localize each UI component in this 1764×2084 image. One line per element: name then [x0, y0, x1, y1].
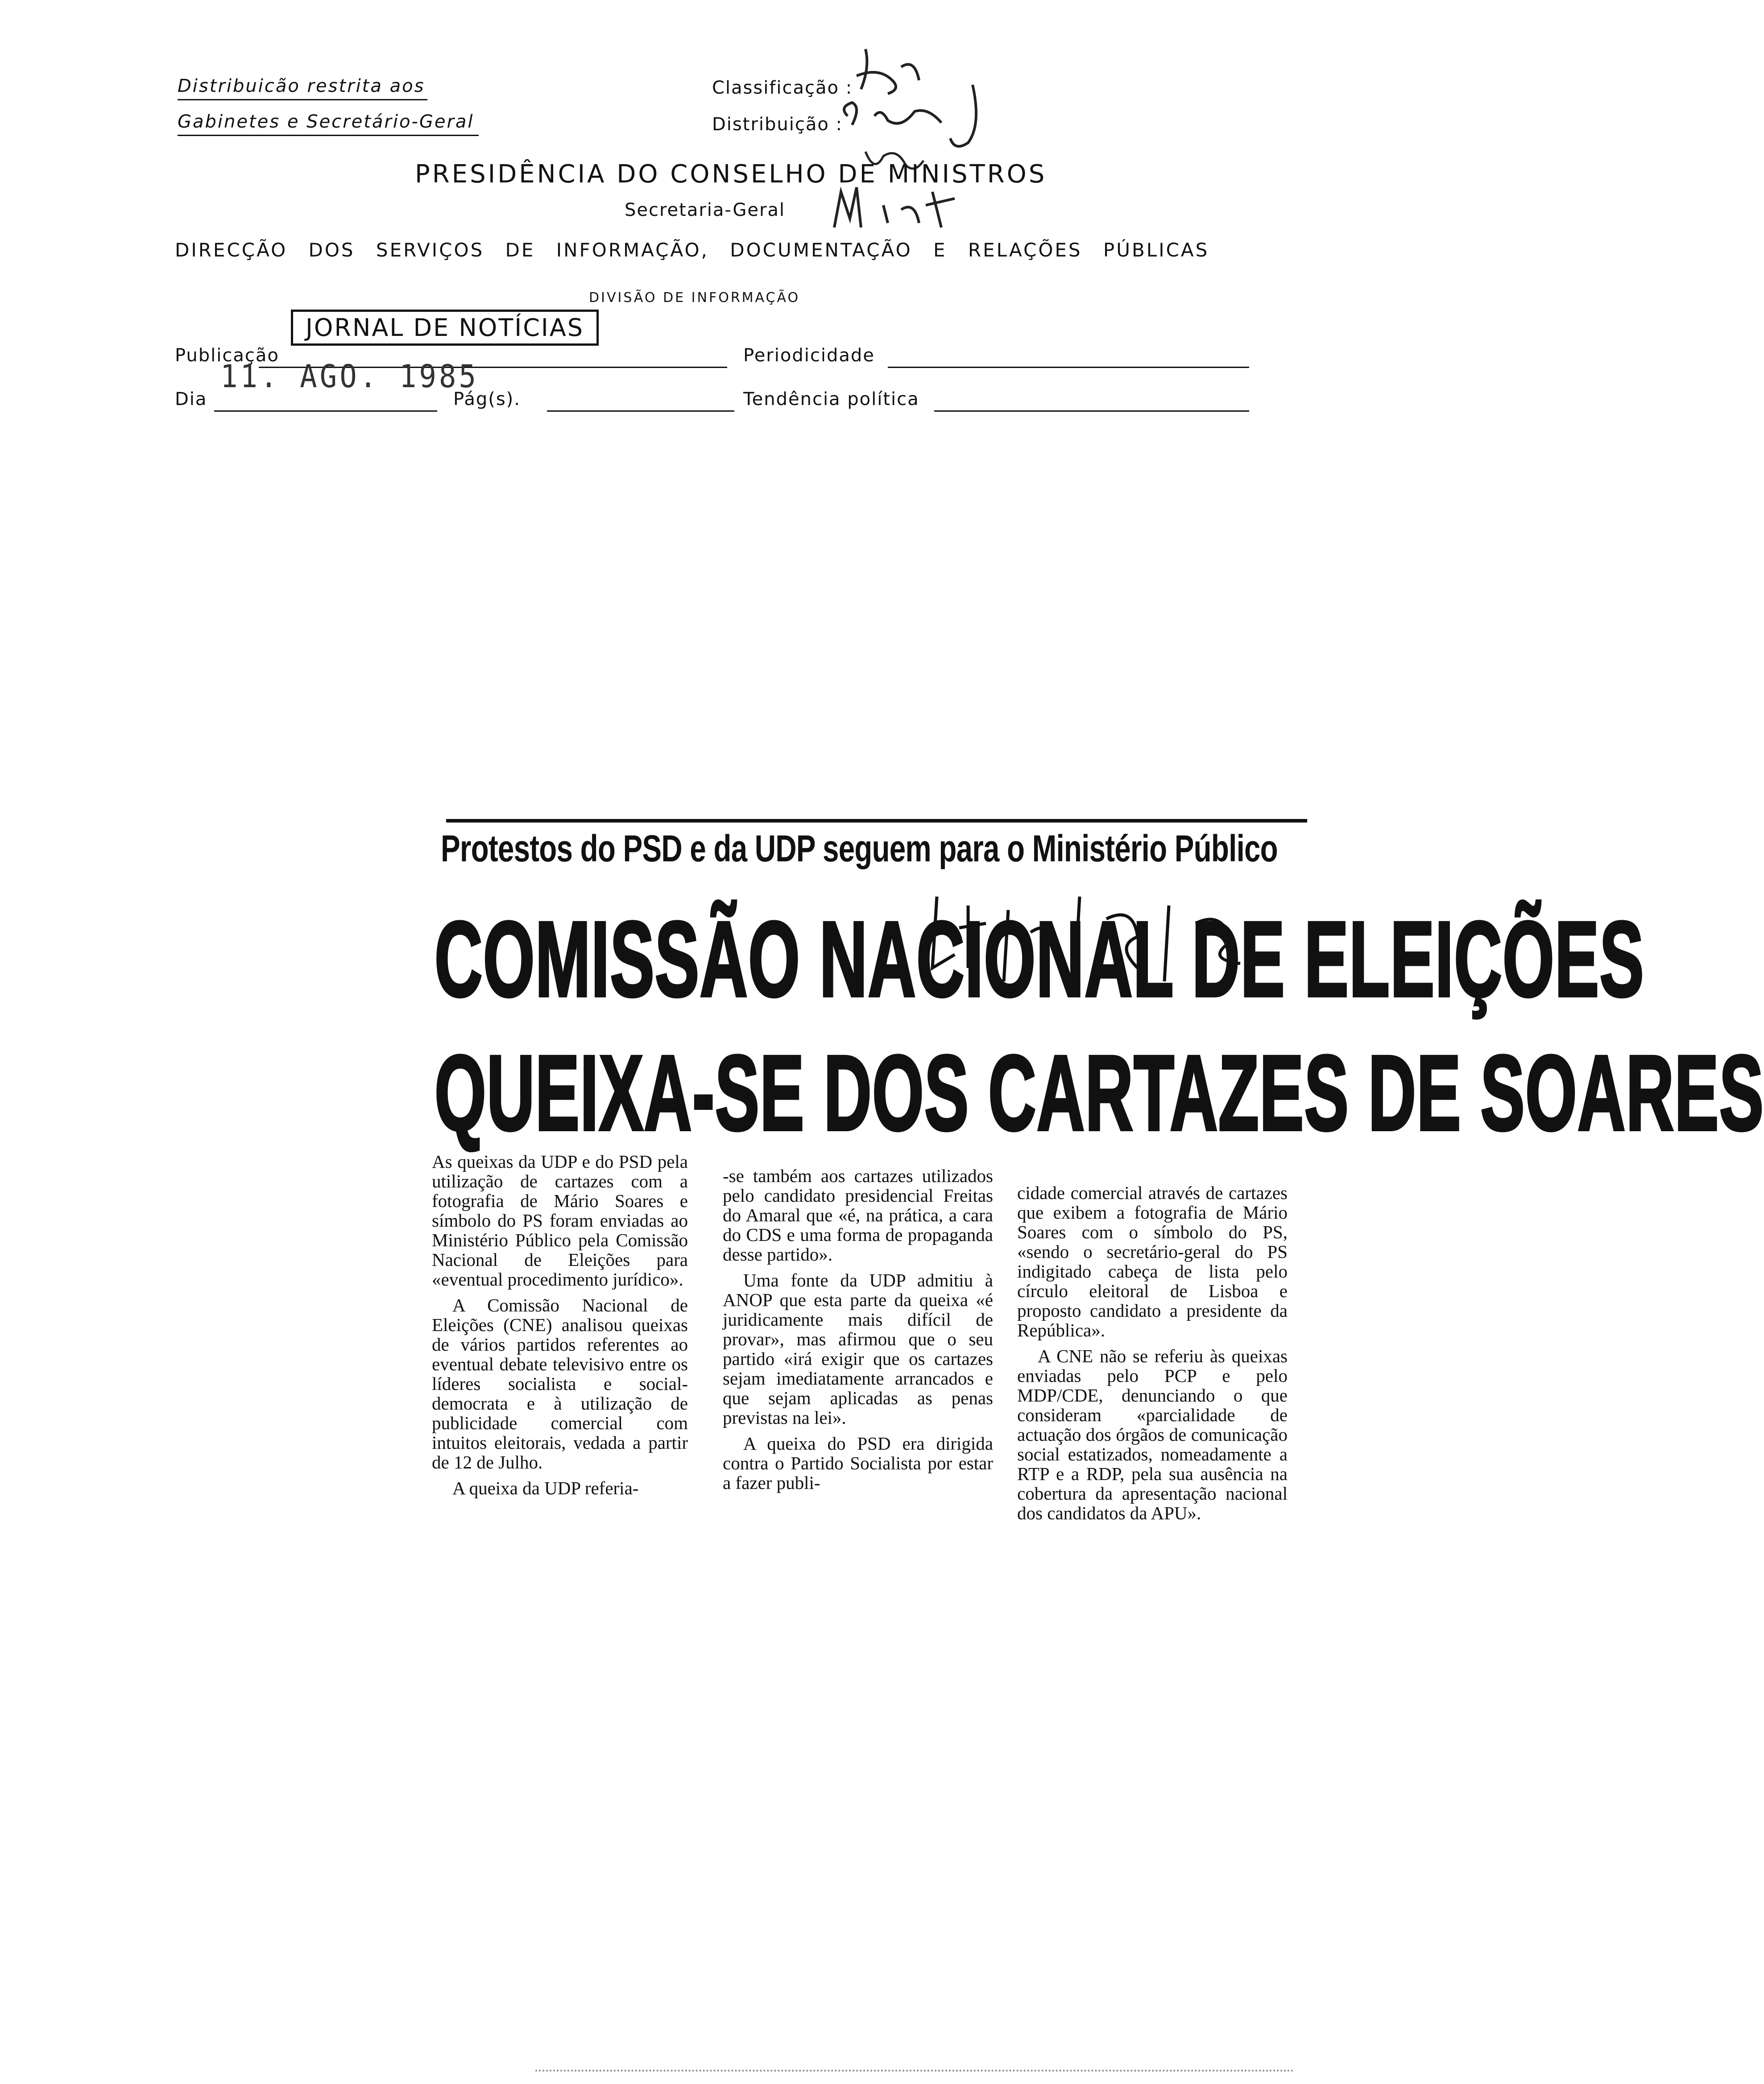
handwritten-initials [830, 178, 990, 236]
column-2-paragraph: A queixa do PSD era dirigida contra o Partido Socialista por estar a fazer publi- [723, 1433, 993, 1493]
distribution-notice-line2: Gabinetes e Secretário-Geral [178, 112, 474, 132]
date-stamp: 11. AGO. 1985 [220, 359, 479, 395]
handwritten-date-annotation [928, 879, 1276, 995]
publication-name-box: JORNAL DE NOTÍCIAS [291, 310, 599, 346]
clipping-kicker: Protestos do PSD e da UDP seguem para o Ministério Público [441, 827, 1278, 869]
organization-title: PRESIDÊNCIA DO CONSELHO DE MINISTROS [415, 160, 1047, 189]
column-2-paragraph: Uma fonte da UDP admitiu à ANOP que esta parte da queixa «é juridicamente mais difícil de provar», mas afirmou que o seu partido «irá exigir que os cartazes sejam imediatamente arrancados e que sejam aplicadas as penas previstas na lei». [723, 1270, 993, 1428]
periodicidade-underline [888, 367, 1249, 368]
column-3-paragraph: cidade comercial através de cartazes que exibem a fotografia de Mário Soares com o símbolo do PS, «sendo o secretário-geral do PS indigitado cabeça de lista pelo círculo eleitoral de Lisboa e proposto candidato a presidente da República». [1017, 1183, 1288, 1340]
headline-line2: QUEIXA-SE DOS CARTAZES DE SOARES [435, 1033, 1764, 1153]
dia-underline [214, 410, 437, 412]
column-2-paragraph: -se também aos cartazes utilizados pelo candidato presidencial Freitas do Amaral que «é, na prática, a cara do CDS e uma forma de propaganda desse partido». [723, 1166, 993, 1265]
scan-edge-noise [535, 2070, 1294, 2073]
column-1-paragraph: A Comissão Nacional de Eleições (CNE) analisou queixas de vários partidos referentes ao eventual debate televisivo entre os líderes socialista e social-democrata e à utilização de publicidade comercial com intuitos eleitorais, vedada a partir de 12 de Julho. [432, 1295, 688, 1472]
column-1-paragraph: A queixa da UDP referia- [452, 1478, 639, 1498]
article-column-2 [723, 1166, 993, 1499]
distribution-notice-rule1 [178, 99, 427, 100]
pags-underline [547, 410, 734, 412]
publicacao-label: Publicação [175, 345, 279, 366]
headline-line1: COMISSÃO NACIONAL DE ELEIÇÕES [435, 899, 1644, 1019]
column-3-paragraph: A CNE não se referiu às queixas enviadas pelo PCP e pelo MDP/CDE, denunciando o que consideram «parcialidade de actuação dos órgãos de comunicação social estatizados, nomeadamente a RTP e a RDP, pela sua ausência na cobertura da apresentação nacional dos candidatos da APU». [1017, 1346, 1288, 1523]
distribution-notice-rule2 [178, 135, 479, 136]
secretariat: Secretaria-Geral [625, 200, 786, 220]
directorate-title: DIRECÇÃO DOS SERVIÇOS DE INFORMAÇÃO, DOCUMENTAÇÃO E RELAÇÕES PÚBLICAS [175, 239, 1209, 261]
distribution-notice-line1: Distribuicão restrita aos [178, 76, 425, 96]
column-1-paragraph: As queixas da UDP e do PSD pela utilização de cartazes com a fotografia de Mário Soares e símbolo do PS foram enviadas ao Ministério Público pela Comissão Nacional de Eleições para «eventual procedimento jurídico». [432, 1151, 688, 1290]
division-title: DIVISÃO DE INFORMAÇÃO [589, 290, 800, 306]
dia-label: Dia [175, 389, 207, 409]
clipping-top-rule [446, 819, 1307, 823]
tendencia-underline [934, 410, 1249, 412]
tendencia-label: Tendência política [743, 389, 919, 409]
pags-label: Pág(s). [453, 389, 521, 409]
periodicidade-label: Periodicidade [743, 345, 875, 366]
classificacao-label: Classificação : [712, 78, 853, 98]
article-column-1 [432, 1152, 688, 1504]
distribuicao-label: Distribuição : [712, 114, 843, 135]
article-column-3 [1017, 1183, 1288, 1529]
